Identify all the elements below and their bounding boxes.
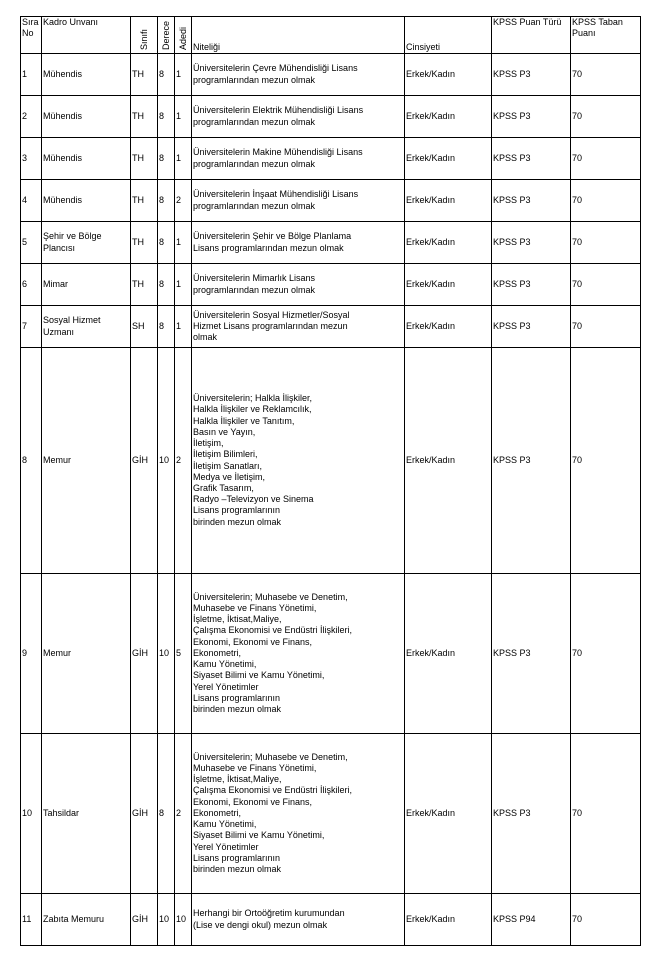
cell-kadro-unvani: Mimar — [42, 264, 131, 306]
niteligi-line: programlarından mezun olmak — [193, 200, 316, 211]
header-adedi — [175, 17, 192, 54]
cell-cinsiyeti: Erkek/Kadın — [405, 734, 492, 894]
header-kpss-puan-turu: KPSS Puan Türü — [492, 17, 571, 54]
niteligi-line: Halkla İlişkiler ve Reklamcılık, — [193, 404, 312, 415]
header-kadro-unvani: Kadro Unvanı — [42, 17, 131, 54]
niteligi-line: Radyo –Televizyon ve Sinema — [193, 494, 314, 505]
cell-kpss-taban-puani: 70 — [571, 348, 641, 574]
niteligi-line: Üniversitelerin Makine Mühendisliği Lisans — [193, 147, 363, 158]
niteligi-line: Yerel Yönetimler — [193, 681, 259, 692]
niteligi-line: programlarından mezun olmak — [193, 74, 316, 85]
niteligi-line: Medya ve İletişim, — [193, 471, 266, 482]
header-cinsiyeti: Cinsiyeti — [405, 17, 492, 54]
table-row — [21, 348, 641, 574]
cell-kpss-taban-puani: 70 — [571, 96, 641, 138]
table-row — [21, 222, 641, 264]
cell-adedi: 1 — [175, 54, 192, 96]
header-kpss-taban-puani: KPSS Taban Puanı — [571, 17, 641, 54]
niteligi-line: Halkla İlişkiler ve Tanıtım, — [193, 415, 295, 426]
niteligi-line: (Lise ve dengi okul) mezun olmak — [193, 919, 328, 930]
cell-cinsiyeti: Erkek/Kadın — [405, 894, 492, 946]
cell-niteligi — [192, 222, 405, 264]
niteligi-line: Üniversitelerin Mimarlık Lisans — [193, 273, 316, 284]
cell-kpss-puan-turu: KPSS P3 — [492, 96, 571, 138]
cell-adedi: 1 — [175, 96, 192, 138]
cell-kadro-unvani: Memur — [42, 574, 131, 734]
cell-derece: 8 — [158, 138, 175, 180]
cell-sinifi: SH — [131, 306, 158, 348]
cell-adedi: 1 — [175, 306, 192, 348]
niteligi-line: Üniversitelerin; Muhasebe ve Denetim, — [193, 591, 348, 602]
cell-sira-no: 4 — [21, 180, 42, 222]
cell-adedi: 1 — [175, 222, 192, 264]
niteligi-line: Muhasebe ve Finans Yönetimi, — [193, 603, 317, 614]
cell-kadro-unvani: Zabıta Memuru — [42, 894, 131, 946]
cell-adedi: 10 — [175, 894, 192, 946]
cell-derece: 10 — [158, 894, 175, 946]
cell-sinifi: GİH — [131, 894, 158, 946]
cell-niteligi — [192, 734, 405, 894]
cell-sira-no: 6 — [21, 264, 42, 306]
positions-table — [20, 16, 641, 946]
cell-kpss-puan-turu: KPSS P3 — [492, 138, 571, 180]
cell-kpss-puan-turu: KPSS P3 — [492, 574, 571, 734]
cell-cinsiyeti: Erkek/Kadın — [405, 96, 492, 138]
table-header-row — [21, 17, 641, 54]
header-sira-no: Sıra No — [21, 17, 42, 54]
cell-derece: 8 — [158, 222, 175, 264]
cell-cinsiyeti: Erkek/Kadın — [405, 222, 492, 264]
table-row — [21, 54, 641, 96]
cell-sinifi: GİH — [131, 574, 158, 734]
table-row — [21, 734, 641, 894]
cell-kadro-unvani: Mühendis — [42, 138, 131, 180]
niteligi-line: İletişim Bilimleri, — [193, 449, 258, 460]
cell-adedi: 5 — [175, 574, 192, 734]
niteligi-line: Üniversitelerin Elektrik Mühendisliği Lisans — [193, 105, 364, 116]
cell-kpss-puan-turu: KPSS P94 — [492, 894, 571, 946]
cell-kadro-unvani: Mühendis — [42, 54, 131, 96]
table-row — [21, 574, 641, 734]
niteligi-line: birinden mezun olmak — [193, 863, 282, 874]
cell-kpss-taban-puani: 70 — [571, 734, 641, 894]
niteligi-line: Hizmet Lisans programlarından mezun — [193, 320, 348, 331]
header-niteligi: Niteliği — [192, 17, 405, 54]
cell-sira-no: 9 — [21, 574, 42, 734]
niteligi-line: Kamu Yönetimi, — [193, 819, 257, 830]
header-derece — [158, 17, 175, 54]
cell-sinifi: GİH — [131, 734, 158, 894]
table-row — [21, 264, 641, 306]
cell-sinifi: TH — [131, 138, 158, 180]
cell-sinifi: GİH — [131, 348, 158, 574]
table-row — [21, 138, 641, 180]
cell-kpss-puan-turu: KPSS P3 — [492, 348, 571, 574]
niteligi-line: Siyaset Bilimi ve Kamu Yönetimi, — [193, 830, 325, 841]
cell-kpss-taban-puani: 70 — [571, 54, 641, 96]
cell-sinifi: TH — [131, 96, 158, 138]
cell-sinifi: TH — [131, 264, 158, 306]
table-row — [21, 180, 641, 222]
cell-niteligi — [192, 54, 405, 96]
cell-kpss-taban-puani: 70 — [571, 306, 641, 348]
niteligi-line: Ekonomi, Ekonomi ve Finans, — [193, 796, 313, 807]
cell-kpss-taban-puani: 70 — [571, 264, 641, 306]
cell-sira-no: 10 — [21, 734, 42, 894]
cell-kadro-unvani: Memur — [42, 348, 131, 574]
niteligi-line: Üniversitelerin Çevre Mühendisliği Lisans — [193, 63, 358, 74]
cell-sira-no: 11 — [21, 894, 42, 946]
niteligi-line: programlarından mezun olmak — [193, 284, 316, 295]
cell-derece: 8 — [158, 96, 175, 138]
cell-adedi: 2 — [175, 734, 192, 894]
staff-positions-sheet — [20, 16, 641, 946]
cell-derece: 8 — [158, 734, 175, 894]
header-sinifi-label: Sınıfı — [139, 28, 149, 50]
header-adedi-label: Adedi — [178, 26, 188, 50]
niteligi-line: Basın ve Yayın, — [193, 426, 256, 437]
cell-adedi: 1 — [175, 138, 192, 180]
cell-kpss-puan-turu: KPSS P3 — [492, 734, 571, 894]
cell-sinifi: TH — [131, 180, 158, 222]
cell-kpss-taban-puani: 70 — [571, 138, 641, 180]
cell-kpss-puan-turu: KPSS P3 — [492, 222, 571, 264]
cell-sira-no: 5 — [21, 222, 42, 264]
cell-niteligi — [192, 574, 405, 734]
cell-cinsiyeti: Erkek/Kadın — [405, 264, 492, 306]
niteligi-line: Üniversitelerin; Halkla İlişkiler, — [193, 393, 313, 404]
cell-cinsiyeti: Erkek/Kadın — [405, 138, 492, 180]
niteligi-line: programlarından mezun olmak — [193, 116, 316, 127]
table-row — [21, 894, 641, 946]
niteligi-line: Ekonometri, — [193, 647, 242, 658]
niteligi-line: Üniversitelerin Sosyal Hizmetler/Sosyal — [193, 309, 350, 320]
niteligi-line: İletişim Sanatları, — [193, 460, 263, 471]
niteligi-line: olmak — [193, 332, 218, 343]
cell-cinsiyeti: Erkek/Kadın — [405, 306, 492, 348]
cell-derece: 8 — [158, 54, 175, 96]
cell-kpss-puan-turu: KPSS P3 — [492, 54, 571, 96]
niteligi-line: birinden mezun olmak — [193, 703, 282, 714]
niteligi-line: Kamu Yönetimi, — [193, 659, 257, 670]
header-derece-label: Derece — [161, 20, 171, 50]
niteligi-line: Siyaset Bilimi ve Kamu Yönetimi, — [193, 670, 325, 681]
cell-kadro-unvani: Mühendis — [42, 96, 131, 138]
niteligi-line: Lisans programlarının — [193, 505, 281, 516]
cell-sira-no: 7 — [21, 306, 42, 348]
cell-niteligi — [192, 264, 405, 306]
niteligi-line: Lisans programlarının — [193, 852, 281, 863]
niteligi-line: programlarından mezun olmak — [193, 158, 316, 169]
niteligi-line: birinden mezun olmak — [193, 516, 282, 527]
cell-cinsiyeti: Erkek/Kadın — [405, 54, 492, 96]
niteligi-line: Ekonomi, Ekonomi ve Finans, — [193, 636, 313, 647]
cell-adedi: 2 — [175, 180, 192, 222]
cell-niteligi — [192, 180, 405, 222]
niteligi-line: Muhasebe ve Finans Yönetimi, — [193, 763, 317, 774]
cell-kpss-taban-puani: 70 — [571, 180, 641, 222]
cell-kpss-puan-turu: KPSS P3 — [492, 180, 571, 222]
niteligi-line: İşletme, İktisat,Maliye, — [193, 774, 282, 785]
cell-kadro-unvani: Mühendis — [42, 180, 131, 222]
niteligi-line: Üniversitelerin İnşaat Mühendisliği Lisans — [193, 189, 359, 200]
cell-derece: 10 — [158, 348, 175, 574]
cell-sinifi: TH — [131, 54, 158, 96]
cell-kadro-unvani: Şehir ve Bölge Plancısı — [42, 222, 131, 264]
table-row — [21, 96, 641, 138]
niteligi-line: İşletme, İktisat,Maliye, — [193, 614, 282, 625]
cell-derece: 10 — [158, 574, 175, 734]
niteligi-line: Üniversitelerin; Muhasebe ve Denetim, — [193, 751, 348, 762]
niteligi-line: Lisans programlarının — [193, 692, 281, 703]
cell-cinsiyeti: Erkek/Kadın — [405, 348, 492, 574]
niteligi-line: Çalışma Ekonomisi ve Endüstri İlişkileri, — [193, 785, 353, 796]
cell-adedi: 1 — [175, 264, 192, 306]
cell-sinifi: TH — [131, 222, 158, 264]
cell-kpss-taban-puani: 70 — [571, 222, 641, 264]
cell-kpss-puan-turu: KPSS P3 — [492, 264, 571, 306]
cell-derece: 8 — [158, 306, 175, 348]
niteligi-line: Lisans programlarından mezun olmak — [193, 242, 344, 253]
cell-cinsiyeti: Erkek/Kadın — [405, 180, 492, 222]
cell-adedi: 2 — [175, 348, 192, 574]
cell-niteligi — [192, 138, 405, 180]
cell-niteligi — [192, 96, 405, 138]
header-sinifi — [131, 17, 158, 54]
niteligi-line: Grafik Tasarım, — [193, 482, 254, 493]
niteligi-line: İletişim, — [193, 438, 224, 449]
cell-derece: 8 — [158, 180, 175, 222]
cell-sira-no: 8 — [21, 348, 42, 574]
niteligi-line: Ekonometri, — [193, 807, 242, 818]
table-row — [21, 306, 641, 348]
cell-niteligi — [192, 306, 405, 348]
niteligi-line: Çalışma Ekonomisi ve Endüstri İlişkileri, — [193, 625, 353, 636]
cell-derece: 8 — [158, 264, 175, 306]
cell-niteligi — [192, 348, 405, 574]
cell-sira-no: 2 — [21, 96, 42, 138]
niteligi-line: Üniversitelerin Şehir ve Bölge Planlama — [193, 231, 352, 242]
cell-kpss-taban-puani: 70 — [571, 574, 641, 734]
niteligi-line: Yerel Yönetimler — [193, 841, 259, 852]
cell-cinsiyeti: Erkek/Kadın — [405, 574, 492, 734]
cell-kadro-unvani: Tahsildar — [42, 734, 131, 894]
cell-niteligi — [192, 894, 405, 946]
cell-kpss-taban-puani: 70 — [571, 894, 641, 946]
cell-sira-no: 3 — [21, 138, 42, 180]
niteligi-line: Herhangi bir Ortoöğretim kurumundan — [193, 908, 345, 919]
table-body — [21, 54, 641, 946]
cell-sira-no: 1 — [21, 54, 42, 96]
cell-kadro-unvani: Sosyal Hizmet Uzmanı — [42, 306, 131, 348]
cell-kpss-puan-turu: KPSS P3 — [492, 306, 571, 348]
